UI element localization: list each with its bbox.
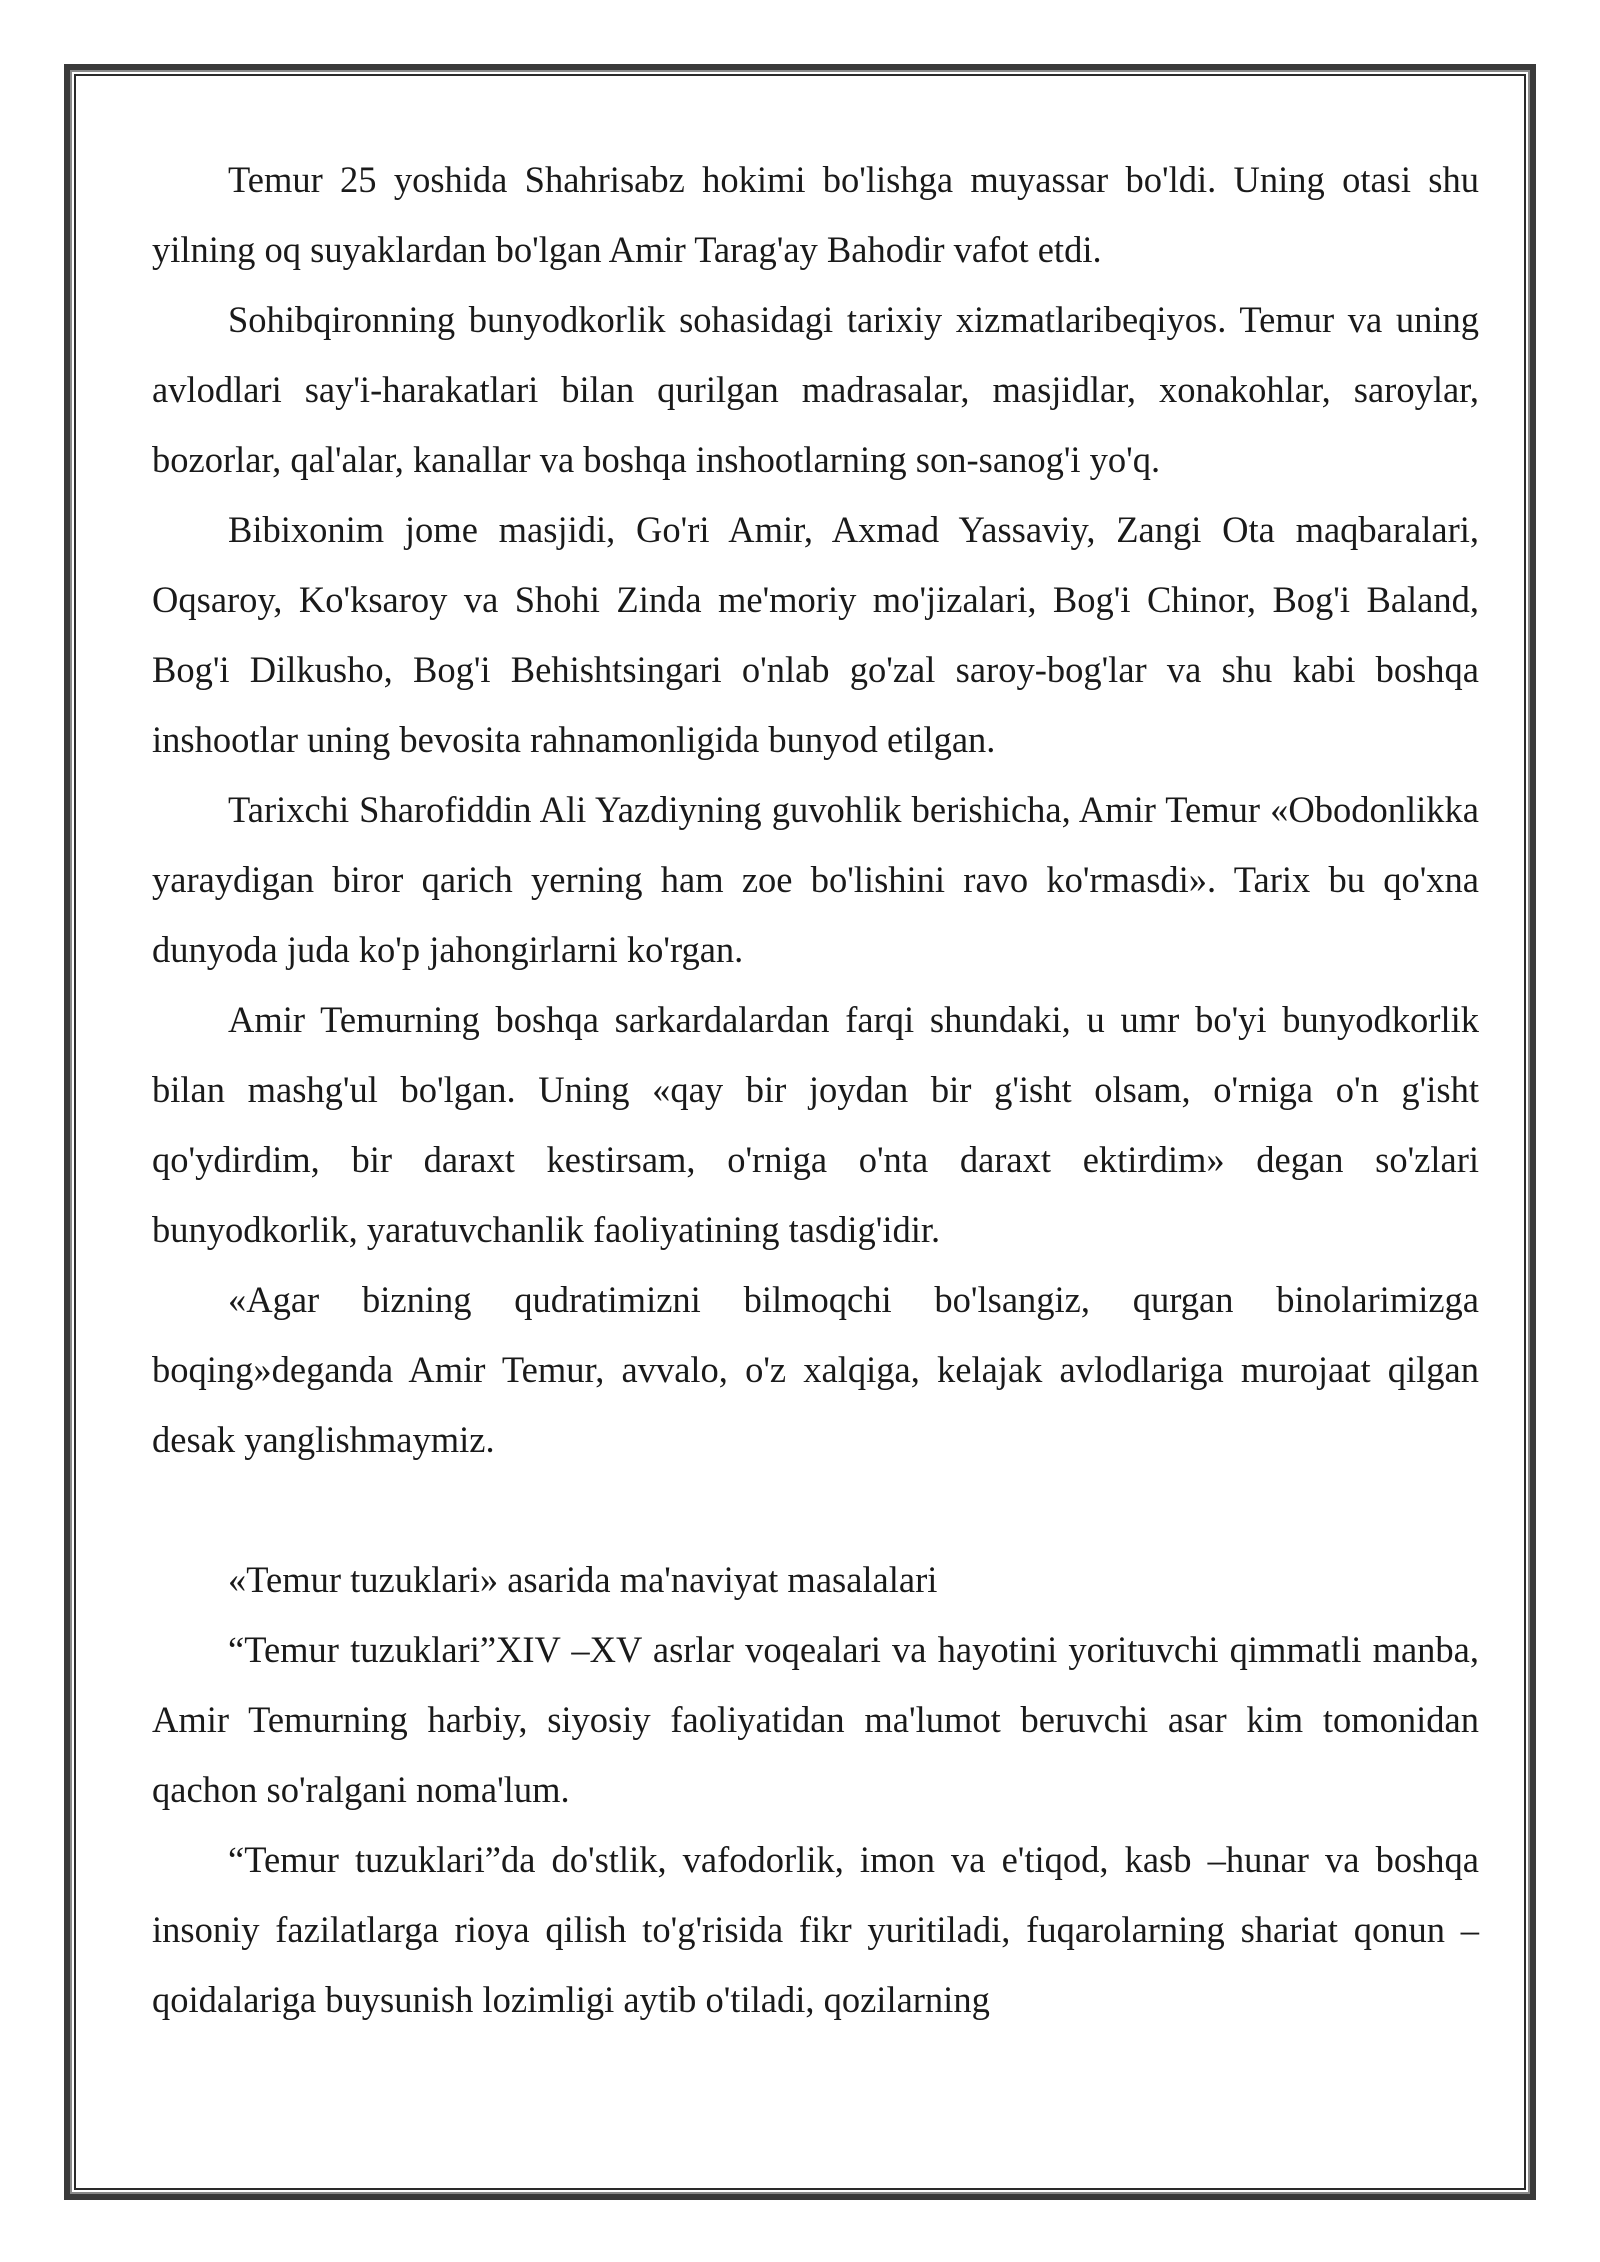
paragraph: Temur 25 yoshida Shahrisabz hokimi bo'lishga muyassar bo'ldi. Uning otasi shu yilning oq suyaklardan bo'lgan Amir Tarag'ay Bahodir vafot etdi. (152, 159, 1479, 270)
paragraph: Bibixonim jome masjidi, Go'ri Amir, Axmad Yassaviy, Zangi Ota maqbaralari, Oqsaroy, Ko'ksaroy va Shohi Zinda me'moriy mo'jizalari, Bog'i Chinor, Bog'i Baland, Bog'i Dilkusho, Bog'i Behishtsingari o'nlab go'zal saroy-bog'lar va shu kabi boshqa inshootlar uning bevosita rahnamonligida bunyod etilgan. (152, 509, 1479, 760)
blank-line (152, 1475, 1479, 1545)
paragraph: «Agar bizning qudratimizni bilmoqchi bo'lsangiz, qurgan binolarimizga boqing»deganda Amir Temur, avvalo, o'z xalqiga, kelajak avlodlariga murojaat qilgan desak yanglishmaymiz. (152, 1279, 1479, 1460)
paragraph: “Temur tuzuklari”XIV –XV asrlar voqealari va hayotini yorituvchi qimmatli manba, Amir Temurning harbiy, siyosiy faoliyatidan ma'lumot beruvchi asar kim tomonidan qachon so'ralgani noma'lum. (152, 1629, 1479, 1810)
paragraph: Amir Temurning boshqa sarkardalardan farqi shundaki, u umr bo'yi bunyodkorlik bilan mashg'ul bo'lgan. Uning «qay bir joydan bir g'isht olsam, o'rniga o'n g'isht qo'ydirdim, bir daraxt kestirsam, o'rniga o'nta daraxt ektirdim» degan so'zlari bunyodkorlik, yaratuvchanlik faoliyatining tasdig'idir. (152, 999, 1479, 1250)
paragraph: Sohibqironning bunyodkorlik sohasidagi tarixiy xizmatlaribeqiyos. Temur va uning avlodlari say'i-harakatlari bilan qurilgan madrasalar, masjidlar, xonakohlar, saroylar, bozorlar, qal'alar, kanallar va boshqa inshootlarning son-sanog'i yo'q. (152, 299, 1479, 480)
section-heading: «Temur tuzuklari» asarida ma'naviyat masalalari (228, 1559, 938, 1600)
paragraph: Tarixchi Sharofiddin Ali Yazdiyning guvohlik berishicha, Amir Temur «Obodonlikka yaraydigan biror qarich yerning ham zoe bo'lishini ravo ko'rmasdi». Tarix bu qo'xna dunyoda juda ko'p jahongirlarni ko'rgan. (152, 789, 1479, 970)
document-body (152, 145, 1479, 2035)
paragraph: “Temur tuzuklari”da do'stlik, vafodorlik, imon va e'tiqod, kasb –hunar va boshqa insoniy fazilatlarga rioya qilish to'g'risida fikr yuritiladi, fuqarolarning shariat qonun –qoidalariga buysunish lozimligi aytib o'tiladi, qozilarning (152, 1839, 1479, 2020)
